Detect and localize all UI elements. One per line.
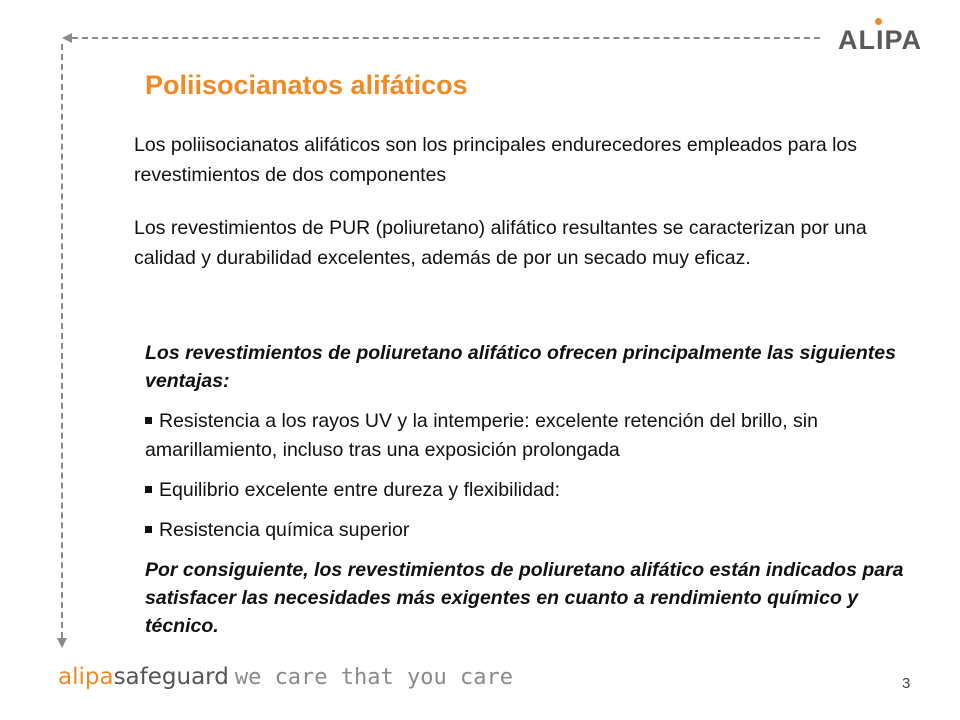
square-bullet-icon [145,417,152,424]
logo-wordmark: ALIPA [838,25,922,55]
list-item [145,407,905,465]
footer-brand [58,666,513,689]
pur-paragraph: Los revestimientos de PUR (poliuretano) alifático resultantes se caracterizan por una calidad y durabilidad excelentes, además de por un secado muy eficaz. [134,217,867,269]
advantage-text: Equilibrio excelente entre dureza y flexibilidad: [159,479,561,501]
alipa-logo [838,18,920,54]
left-dashed-line [61,44,63,638]
square-bullet-icon [145,526,152,533]
list-item [145,476,905,505]
intro-paragraph: Los poliisocianatos alifáticos son los principales endurecedores empleados para los revestimientos de dos componentes [134,134,858,186]
brand-alipa: alipa [58,664,114,690]
advantages-heading: Los revestimientos de poliuretano alifático ofrecen principalmente las siguientes ventajas: [145,342,896,392]
brand-tagline: we care that you care [234,665,513,690]
advantage-text: Resistencia química superior [159,519,410,541]
list-item [145,516,905,545]
logo-dot-icon [875,18,882,25]
square-bullet-icon [145,486,152,493]
advantage-text: Resistencia a los rayos UV y la intemperie: excelente retención del brillo, sin amarillamiento, incluso tras una exposición prolongada [145,410,818,461]
arrow-down-icon [57,638,67,648]
arrow-left-icon [62,33,72,43]
advantages-section [145,339,905,640]
advantages-list [145,407,905,545]
conclusion-text: Por consiguiente, los revestimientos de poliuretano alifático están indicados para satisfacer las necesidades más exigentes en cuanto a rendimiento químico y técnico. [145,559,904,637]
brand-safeguard: safeguard [113,664,229,690]
top-dashed-line [72,37,820,39]
page-title: Poliisocianatos alifáticos [145,70,468,100]
page-number: 3 [902,675,911,692]
